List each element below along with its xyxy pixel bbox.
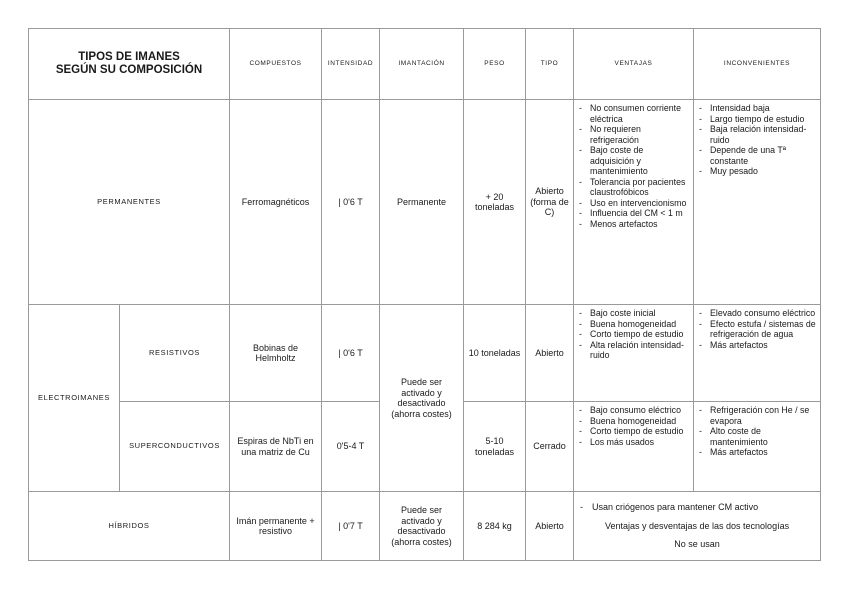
resistivos-compuestos: Bobinas de Helmholtz [230, 305, 322, 402]
hibridos-note-1: Usan criógenos para mantener CM activo [592, 502, 759, 513]
list-item: - Los más usados [578, 437, 689, 448]
row-label-electroimanes: ELECTROIMANES [29, 305, 120, 492]
permanentes-ventajas [574, 100, 694, 305]
hibridos-compuestos: Imán permanente + resistivo [230, 492, 322, 561]
row-label-superconductivos: SUPERCONDUCTIVOS [120, 402, 230, 492]
col-header-peso: PESO [464, 29, 526, 100]
superconductivos-compuestos: Espiras de NbTi en una matriz de Cu [230, 402, 322, 492]
permanentes-tipo: Abierto (forma de C) [526, 100, 574, 305]
row-permanentes [29, 100, 821, 305]
dash-marker: - [580, 502, 584, 513]
permanentes-imantacion: Permanente [380, 100, 464, 305]
col-header-intensidad: INTENSIDAD [322, 29, 380, 100]
list-item: - Bajo coste inicial [578, 308, 689, 319]
list-item: - Baja relación intensidad-ruido [698, 124, 816, 145]
magnet-types-table [28, 28, 821, 561]
row-resistivos [29, 305, 821, 402]
resistivos-tipo: Abierto [526, 305, 574, 402]
list-item: - Menos artefactos [578, 219, 689, 230]
row-label-hibridos: HÍBRIDOS [29, 492, 230, 561]
col-header-inconvenientes: INCONVENIENTES [694, 29, 821, 100]
superconductivos-peso: 5-10 toneladas [464, 402, 526, 492]
list-item: - Refrigeración con He / se evapora [698, 405, 816, 426]
permanentes-compuestos: Ferromagnéticos [230, 100, 322, 305]
header-row [29, 29, 821, 100]
list-item: - No consumen corriente eléctrica [578, 103, 689, 124]
list-item: - Efecto estufa / sistemas de refrigeración de agua [698, 319, 816, 340]
list-item: - Depende de una Tª constante [698, 145, 816, 166]
list-item: - Buena homogeneidad [578, 319, 689, 330]
list-item: - Tolerancia por pacientes claustrofóbicos [578, 177, 689, 198]
resistivos-inconvenientes [694, 305, 821, 402]
list-item: - Bajo consumo eléctrico [578, 405, 689, 416]
hibridos-imantacion: Puede ser activado y desactivado (ahorra costes) [380, 492, 464, 561]
list-item: - Bajo coste de adquisición y mantenimiento [578, 145, 689, 177]
hibridos-peso: 8 284 kg [464, 492, 526, 561]
row-label-permanentes: PERMANENTES [29, 100, 230, 305]
col-header-tipo: TIPO [526, 29, 574, 100]
hibridos-intensidad: | 0'7 T [322, 492, 380, 561]
list-item: - Alta relación intensidad- ruido [578, 340, 689, 361]
list-item: - Corto tiempo de estudio [578, 329, 689, 340]
resistivos-ventajas [574, 305, 694, 402]
hibridos-note-3: No se usan [674, 539, 720, 550]
resistivos-intensidad: | 0'6 T [322, 305, 380, 402]
list-item: - No requieren refrigeración [578, 124, 689, 145]
col-header-ventajas: VENTAJAS [574, 29, 694, 100]
list-item: - Uso en intervencionismo [578, 198, 689, 209]
permanentes-intensidad: | 0'6 T [322, 100, 380, 305]
row-hibridos [29, 492, 821, 561]
col-header-compuestos: COMPUESTOS [230, 29, 322, 100]
row-label-resistivos: RESISTIVOS [120, 305, 230, 402]
permanentes-inconvenientes [694, 100, 821, 305]
superconductivos-intensidad: 0'5-4 T [322, 402, 380, 492]
hibridos-tipo: Abierto [526, 492, 574, 561]
title-line-1: TIPOS DE IMANES [78, 51, 180, 63]
table-title [29, 29, 230, 100]
list-item: - Intensidad baja [698, 103, 816, 114]
superconductivos-inconvenientes [694, 402, 821, 492]
list-item: - Alto coste de mantenimiento [698, 426, 816, 447]
list-item: - Buena homogeneidad [578, 416, 689, 427]
col-header-imantacion: IMANTACIÓN [380, 29, 464, 100]
permanentes-peso: + 20 toneladas [464, 100, 526, 305]
list-item: - Largo tiempo de estudio [698, 114, 816, 125]
list-item: - Más artefactos [698, 447, 816, 458]
hibridos-note-2: Ventajas y desventajas de las dos tecnologías [604, 520, 790, 531]
resistivos-peso: 10 toneladas [464, 305, 526, 402]
list-item: - Corto tiempo de estudio [578, 426, 689, 437]
electroimanes-imantacion: Puede ser activado y desactivado (ahorra costes) [380, 305, 464, 492]
list-item: - Influencia del CM < 1 m [578, 208, 689, 219]
list-item: - Muy pesado [698, 166, 816, 177]
superconductivos-ventajas [574, 402, 694, 492]
list-item: - Elevado consumo eléctrico [698, 308, 816, 319]
hibridos-notes [574, 492, 821, 561]
title-line-2: SEGÚN SU COMPOSICIÓN [55, 64, 203, 76]
superconductivos-tipo: Cerrado [526, 402, 574, 492]
list-item: - Más artefactos [698, 340, 816, 351]
